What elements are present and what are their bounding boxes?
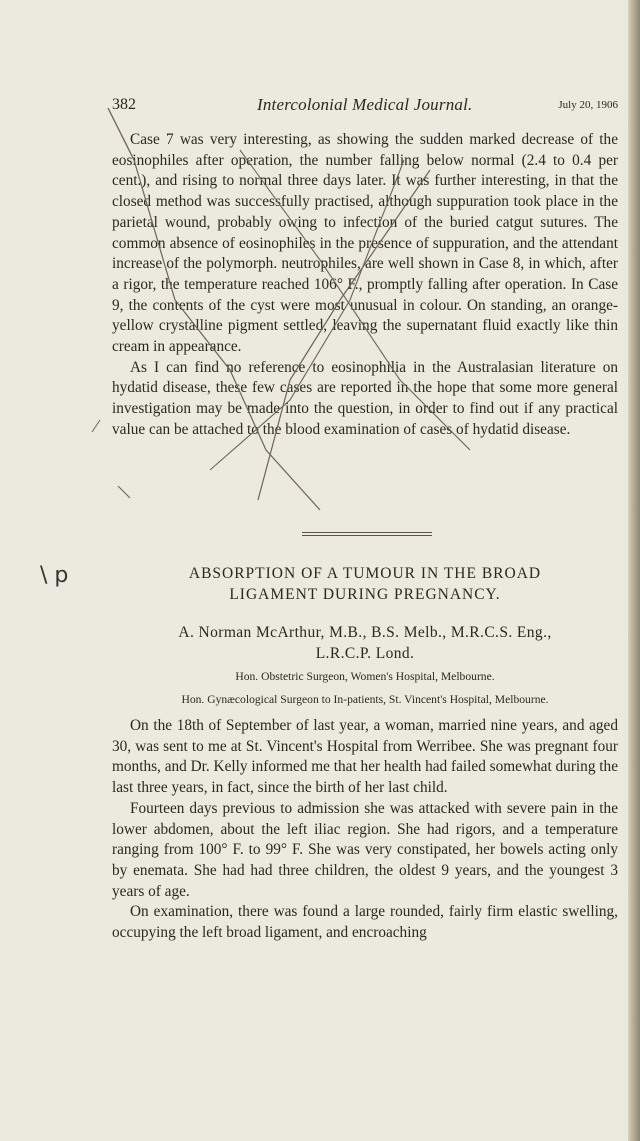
- hydatid-section-text: [112, 130, 618, 441]
- article-title: [112, 563, 618, 605]
- author-line: L.R.C.P. Lond.: [315, 645, 415, 662]
- page-number: 382: [112, 96, 136, 113]
- journal-title: Intercolonial Medical Journal.: [257, 95, 473, 114]
- paragraph: As I can find no reference to eosinophilia in the Australasian literature on hydatid disease, these few cases are reported in the hope that some more general investigation may be made into the question, in order to find out if any practical value can be attached to the blood examination of cases of hydatid disease.: [112, 358, 618, 438]
- issue-date: July 20, 1906: [558, 99, 618, 111]
- paragraph: Fourteen days previous to admission she was attacked with severe pain in the lower abdomen, about the left iliac region. She had rigors, and a temperature ranging from 100° F. to 99° F. She was very constipated, her bowels acting only by enemata. She had had three children, the oldest 9 years, and the youngest 3 years of age.: [112, 799, 618, 900]
- section-divider-rule: [302, 532, 432, 538]
- article-title-line: ABSORPTION OF A TUMOUR IN THE BROAD: [188, 565, 542, 582]
- paragraph: On examination, there was found a large rounded, fairly firm elastic swelling, occupying the left broad ligament, and encroaching: [112, 903, 618, 942]
- author-line: A. Norman McArthur, M.B., B.S. Melb., M.R.C.S. Eng.,: [178, 624, 552, 641]
- page-binding-edge: [628, 0, 640, 1141]
- paragraph: Case 7 was very interesting, as showing the sudden marked decrease of the eosinophiles after operation, the number falling below normal (2.4 to 0.4 per cent.), and rising to normal three days later. It was further interesting, in that the closed method was successfully practised, although suppuration took place in the parietal wound, probably owing to infection of the buried catgut sutures. The common absence of eosinophiles in the presence of suppuration, and the attendant increase of the polymorph. neutrophiles, are well shown in Case 8, in which, after a rigor, the temperature reached 106° F., promptly falling after operation. In Case 9, the contents of the cyst were most unusual in colour. On standing, an orange-yellow crystalline pigment settled, leaving the supernatant fluid exactly like thin cream in appearance.: [112, 131, 618, 356]
- running-header: [112, 96, 618, 120]
- author-affiliation: Hon. Gynæcological Surgeon to In-patients, St. Vincent's Hospital, Melbourne.: [181, 693, 549, 706]
- article-title-line: LIGAMENT DURING PREGNANCY.: [229, 586, 501, 603]
- divider-line: [302, 532, 432, 533]
- article-body-text: [112, 716, 618, 944]
- handwritten-margin-mark: \ p: [40, 563, 69, 588]
- paragraph: On the 18th of September of last year, a woman, married nine years, and aged 30, was sent to me at St. Vincent's Hospital from Werribee. She was pregnant four months, and Dr. Kelly informed me that her health had failed somewhat during the last three years, in fact, since the birth of her last child.: [112, 717, 618, 797]
- author-affiliation: Hon. Obstetric Surgeon, Women's Hospital, Melbourne.: [235, 670, 495, 683]
- article-author: [112, 622, 618, 664]
- divider-line: [302, 535, 432, 536]
